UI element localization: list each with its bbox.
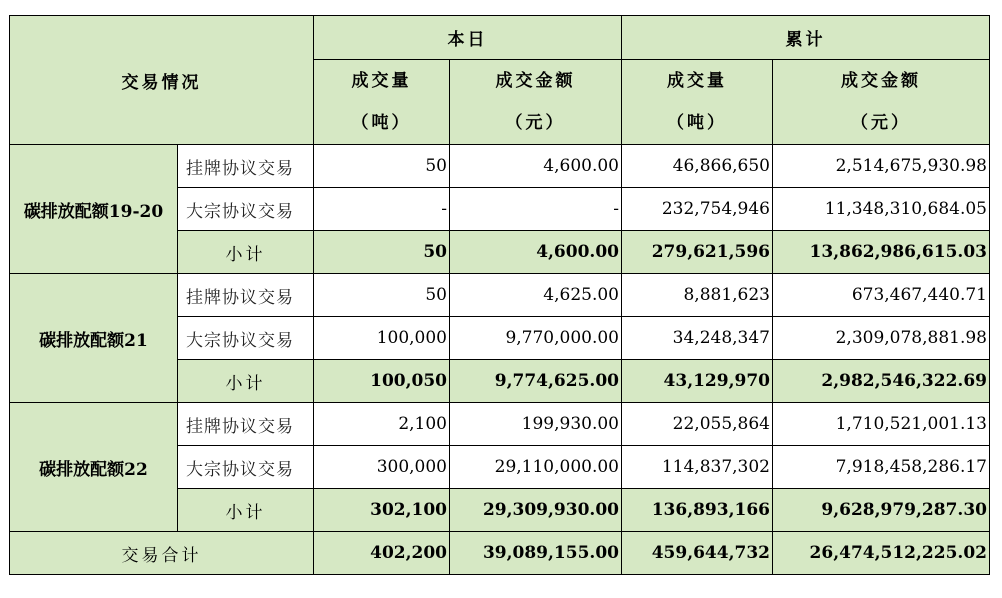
today-amount-cell: 4,600.00 [450, 145, 622, 188]
today-amount-label: 成交金额 [495, 71, 576, 91]
cum-amount-cell: 673,467,440.71 [773, 274, 990, 317]
subtotal-today-amount: 29,309,930.00 [450, 489, 622, 532]
cum-volume-unit: （吨） [667, 113, 727, 133]
carbon-trade-table [9, 15, 990, 575]
cum-volume-cell: 114,837,302 [622, 446, 773, 489]
trade-type-cell: 挂牌协议交易 [178, 274, 314, 317]
cum-amount-unit: （元） [851, 113, 911, 133]
trade-type-cell: 大宗协议交易 [178, 317, 314, 360]
today-volume-label: 成交量 [351, 71, 412, 91]
subtotal-today-volume: 50 [314, 231, 450, 274]
cum-amount-label: 成交金额 [841, 71, 921, 91]
cum-volume-cell: 232,754,946 [622, 188, 773, 231]
today-volume-cell: 50 [314, 274, 450, 317]
subtotal-cum-amount: 9,628,979,287.30 [773, 489, 990, 532]
subtotal-cum-amount: 2,982,546,322.69 [773, 360, 990, 403]
subtotal-cum-volume: 43,129,970 [622, 360, 773, 403]
trade-type-cell: 大宗协议交易 [178, 188, 314, 231]
today-volume-cell: - [314, 188, 450, 231]
trade-type-cell: 挂牌协议交易 [178, 403, 314, 446]
trade-status-header: 交易情况 [10, 16, 314, 145]
today-header: 本日 [314, 16, 622, 60]
product-name-cell: 碳排放配额21 [10, 274, 178, 403]
today-amount-header [450, 60, 622, 145]
cum-volume-cell: 46,866,650 [622, 145, 773, 188]
table-row [10, 145, 990, 188]
subtotal-cum-amount: 13,862,986,615.03 [773, 231, 990, 274]
subtotal-today-volume: 100,050 [314, 360, 450, 403]
today-amount-cell: 199,930.00 [450, 403, 622, 446]
subtotal-label: 小计 [178, 231, 314, 274]
subtotal-label: 小计 [178, 489, 314, 532]
cum-volume-cell: 8,881,623 [622, 274, 773, 317]
cum-amount-header [773, 60, 990, 145]
today-volume-cell: 2,100 [314, 403, 450, 446]
today-amount-cell: 29,110,000.00 [450, 446, 622, 489]
total-today-volume: 402,200 [314, 532, 450, 575]
today-amount-unit: （元） [505, 113, 566, 133]
cum-amount-cell: 11,348,310,684.05 [773, 188, 990, 231]
today-volume-unit: （吨） [351, 113, 412, 133]
total-cum-volume: 459,644,732 [622, 532, 773, 575]
cum-volume-cell: 22,055,864 [622, 403, 773, 446]
product-name-cell: 碳排放配额19-20 [10, 145, 178, 274]
cum-amount-cell: 2,309,078,881.98 [773, 317, 990, 360]
today-volume-cell: 300,000 [314, 446, 450, 489]
cum-volume-cell: 34,248,347 [622, 317, 773, 360]
total-row [10, 532, 990, 575]
subtotal-today-amount: 4,600.00 [450, 231, 622, 274]
header-row-1 [10, 16, 990, 60]
subtotal-today-volume: 302,100 [314, 489, 450, 532]
total-label: 交易合计 [10, 532, 314, 575]
total-cum-amount: 26,474,512,225.02 [773, 532, 990, 575]
table-row [10, 403, 990, 446]
today-amount-cell: 4,625.00 [450, 274, 622, 317]
table-row [10, 274, 990, 317]
subtotal-label: 小计 [178, 360, 314, 403]
cum-amount-cell: 2,514,675,930.98 [773, 145, 990, 188]
cum-amount-cell: 1,710,521,001.13 [773, 403, 990, 446]
cum-volume-header [622, 60, 773, 145]
subtotal-today-amount: 9,774,625.00 [450, 360, 622, 403]
cum-amount-cell: 7,918,458,286.17 [773, 446, 990, 489]
today-volume-cell: 50 [314, 145, 450, 188]
product-name-cell: 碳排放配额22 [10, 403, 178, 532]
cumulative-header: 累计 [622, 16, 990, 60]
today-volume-cell: 100,000 [314, 317, 450, 360]
subtotal-cum-volume: 136,893,166 [622, 489, 773, 532]
today-volume-header [314, 60, 450, 145]
today-amount-cell: 9,770,000.00 [450, 317, 622, 360]
subtotal-cum-volume: 279,621,596 [622, 231, 773, 274]
total-today-amount: 39,089,155.00 [450, 532, 622, 575]
cum-volume-label: 成交量 [667, 71, 727, 91]
today-amount-cell: - [450, 188, 622, 231]
trade-type-cell: 挂牌协议交易 [178, 145, 314, 188]
trade-type-cell: 大宗协议交易 [178, 446, 314, 489]
